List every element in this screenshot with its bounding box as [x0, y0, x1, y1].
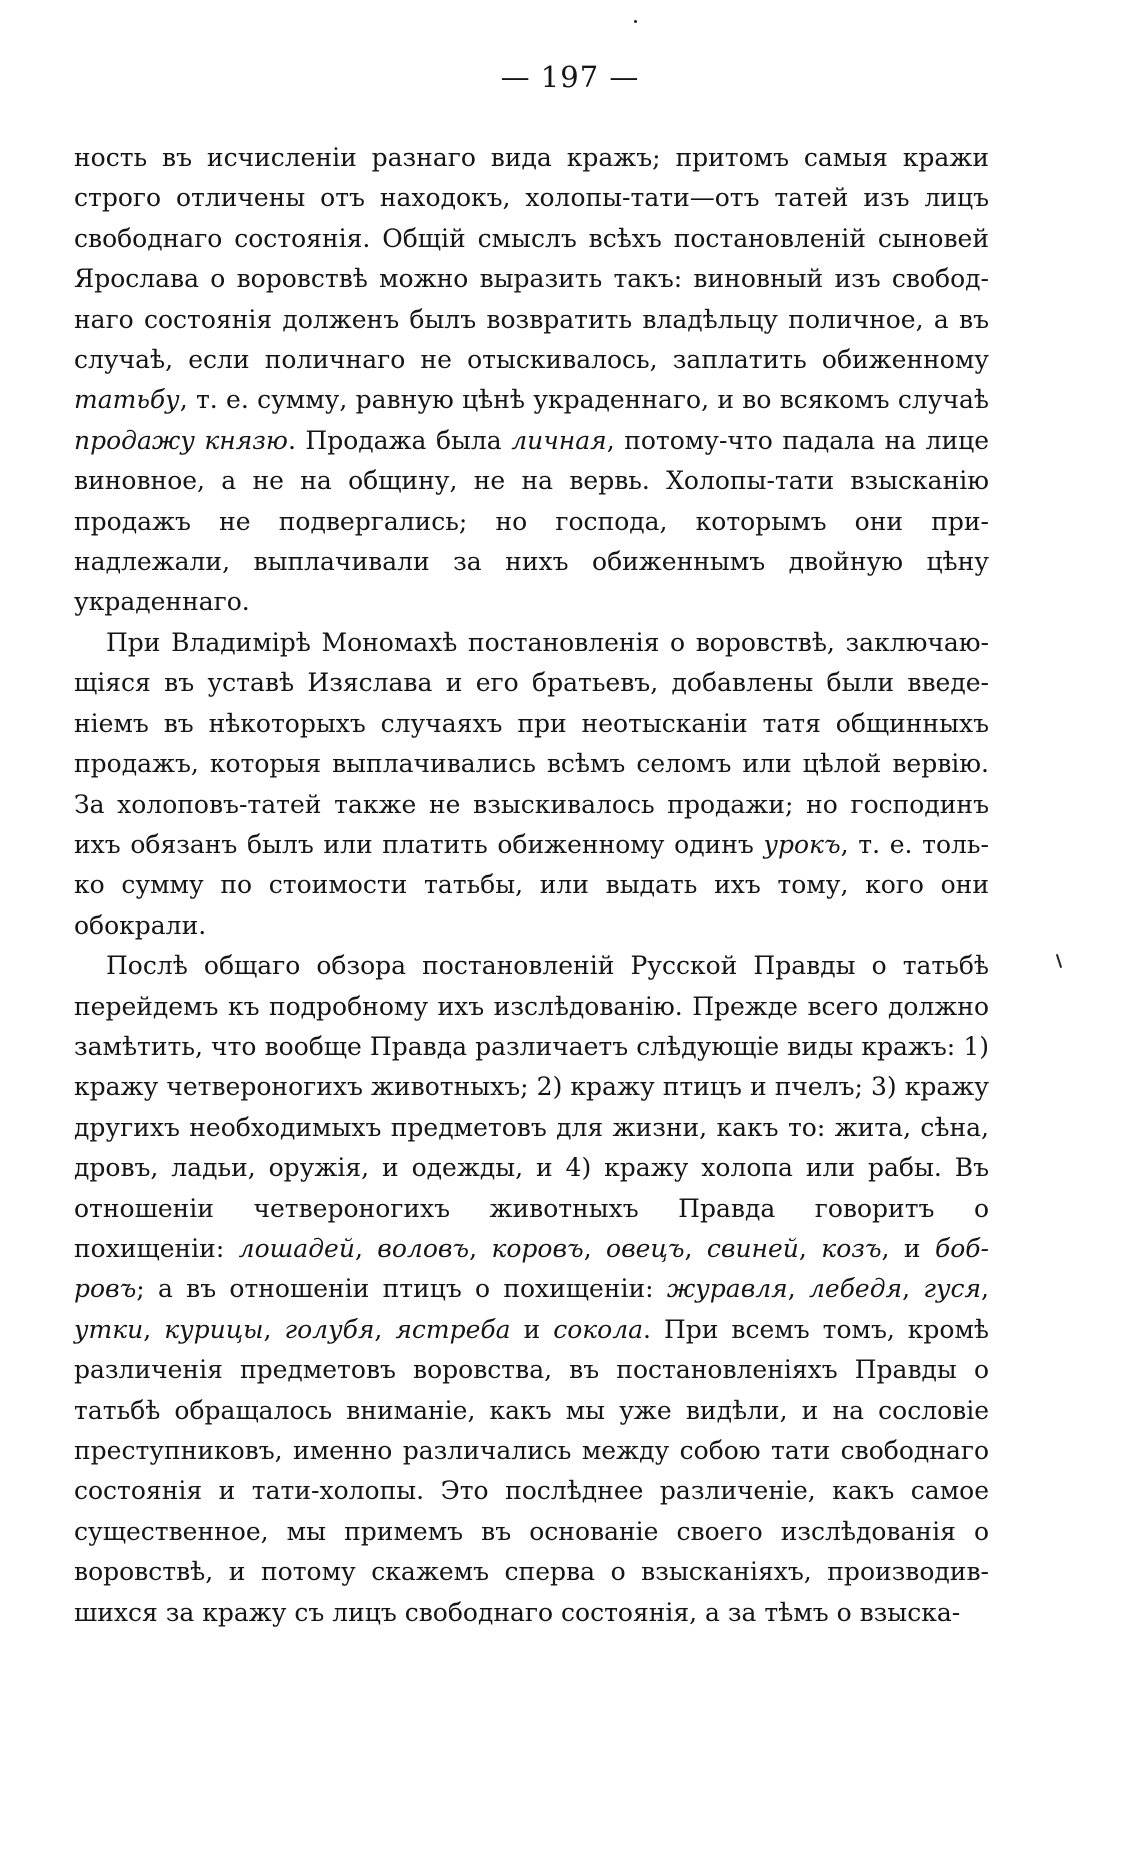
paragraph [74, 946, 989, 1633]
italic-text-segment: овецъ [606, 1233, 685, 1263]
text-segment: , [787, 1274, 809, 1304]
text-segment: , [143, 1314, 165, 1344]
italic-text-segment: лебедя [808, 1274, 903, 1304]
margin-mark [1056, 954, 1062, 968]
italic-text-segment: журавля [666, 1274, 788, 1304]
text-segment: , [981, 1274, 989, 1304]
italic-text-segment: ястреба [395, 1314, 511, 1344]
text-segment: Послѣ общаго обзора постановленій Русской Правды о татьбѣ перейдемъ къ подробному ихъ изслѣдованію. Прежде всего должно замѣтить, что вообще Правда различаетъ слѣдующіе виды кражъ: 1) кражу четвероногихъ животныхъ; 2) кражу птицъ и пчелъ; 3) кражу другихъ необходимыхъ предметовъ для жизни, какъ то: жита, сѣна, дровъ, ладьи, оружія, и одежды, и 4) кражу холопа или рабы. Въ отношеніи четвероногихъ животныхъ Правда говоритъ о похищеніи: [74, 951, 989, 1263]
italic-text-segment: свиней [706, 1233, 799, 1263]
italic-text-segment: гуся [923, 1274, 982, 1304]
italic-text-segment: сокола [553, 1314, 644, 1344]
text-segment: , [798, 1233, 822, 1263]
italic-text-segment: голубя [284, 1314, 375, 1344]
italic-text-segment: лошадей [238, 1233, 355, 1263]
paragraph [74, 623, 989, 946]
text-segment: , [354, 1233, 378, 1263]
italic-text-segment: курицы [164, 1314, 264, 1344]
italic-text-segment: личная [511, 425, 607, 455]
text-segment: , т. е. только сумму по стоимости татьбы, или выдать ихъ тому, кого они обокрали. [74, 829, 989, 940]
italic-text-segment: коровъ [491, 1233, 584, 1263]
text-segment: ность въ исчисленіи разнаго вида кражъ; притомъ самыя кражи строго отличены отъ находокъ, холопы-тати—отъ татей изъ лицъ свободнаго состоянія. Общій смыслъ всѣхъ постановленій сыновей Ярослава о воровствѣ можно выразить такъ: виновный изъ свободнаго состоянія долженъ былъ возвратить владѣльцу поличное, а въ случаѣ, если поличнаго не отыскивалось, заплатить обиженному [74, 143, 989, 375]
italic-text-segment: продажу князю [74, 425, 288, 455]
italic-text-segment: воловъ [377, 1233, 470, 1263]
italic-text-segment: утки [74, 1314, 144, 1344]
text-segment: , т. е. сумму, равную цѣнѣ украденнаго, и во всякомъ случаѣ [179, 385, 989, 415]
text-segment: и [510, 1314, 554, 1344]
page-number: — 197 — [500, 60, 640, 94]
italic-text-segment: татьбу [74, 385, 180, 415]
italic-text-segment: козъ [821, 1233, 882, 1263]
text-segment: , и [881, 1233, 935, 1263]
text-segment: , [684, 1233, 707, 1263]
text-segment: , [902, 1274, 924, 1304]
text-segment: , [374, 1314, 396, 1344]
text-segment: , потому-что падала на лице виновное, а не на общину, не на вервь. Холопы-тати взысканію продажъ не подвергались; но господа, которымъ они принадлежали, выплачивали за нихъ обиженнымъ двойную цѣну украденнаго. [74, 425, 989, 617]
text-segment: ; а въ отношеніи птицъ о похищеніи: [136, 1274, 667, 1304]
text-segment: , [469, 1233, 492, 1263]
text-segment: , [263, 1314, 285, 1344]
italic-text-segment: урокъ [763, 829, 841, 859]
body-text [74, 138, 989, 1633]
ink-speck [634, 20, 637, 23]
text-segment: , [583, 1233, 607, 1263]
text-segment: . Продажа была [287, 425, 512, 455]
italic-text-segment: бобровъ [74, 1233, 989, 1304]
text-segment: При Владимірѣ Мономахѣ постановленія о воровствѣ, заключающіяся въ уставѣ Изяслава и его братьевъ, добавлены были введеніемъ въ нѣкоторыхъ случаяхъ при неотысканіи татя общинныхъ продажъ, которыя выплачивались всѣмъ селомъ или цѣлой вервію. За холоповъ-татей также не взыскивалось продажи; но господинъ ихъ обязанъ былъ или платить обиженному одинъ [74, 627, 989, 859]
paragraph [74, 138, 989, 623]
text-segment: . При всемъ томъ, кромѣ различенія предметовъ воровства, въ постановленіяхъ Правды о татьбѣ обращалось вниманіе, какъ мы уже видѣли, и на сословіе преступниковъ, именно различались между собою тати свободнаго состоянія и тати-холопы. Это послѣднее различеніе, какъ самое существенное, мы примемъ въ основаніе своего изслѣдованія о воровствѣ, и потому скажемъ сперва о взысканіяхъ, производившихся за кражу съ лицъ свободнаго состоянія, а за тѣмъ о взыска- [74, 1314, 989, 1627]
